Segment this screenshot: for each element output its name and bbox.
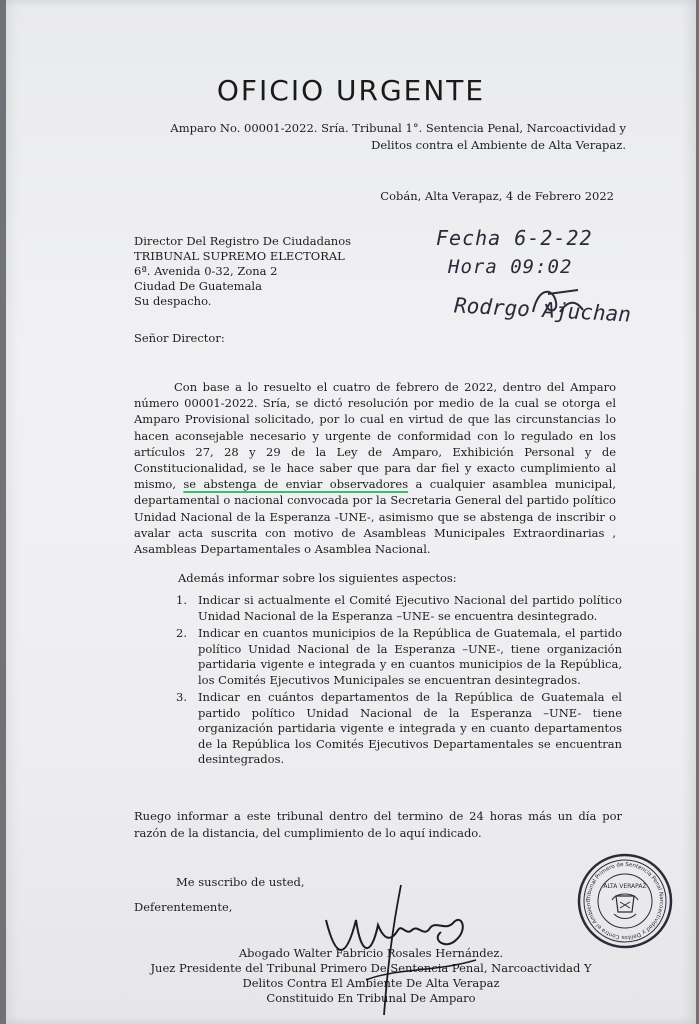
list-item-number: 1. — [176, 593, 187, 607]
handwritten-receiver-name: Rodrgo Ajuchan — [453, 293, 632, 327]
main-paragraph-part-1: Con base a lo resuelto el cuatro de febrero de 2022, dentro del Amparo número 00001-2022. Sría, se dictó resolución por medio de la cual se otorga el Amparo Provisional solicitado, por lo cual en virtud de que las circunstancias lo hacen aconsejable necesario y urgente de conformidad con lo regulado en los artículos 27, 28 y 29 de la Ley de Amparo, Exhibición Personal y de Constitucionalidad, se le hace saber que para dar fiel y exacto cumplimiento al mismo, — [134, 380, 616, 492]
handwritten-receipt-date: Fecha 6-2-22 — [436, 226, 593, 250]
list-item-number: 3. — [176, 690, 187, 704]
list-item — [176, 626, 622, 688]
addressee-institution: TRIBUNAL SUPREMO ELECTORAL — [134, 249, 345, 263]
court-seal-icon — [576, 852, 674, 950]
handwritten-receipt-time: Hora 09:02 — [448, 256, 573, 278]
closing-phrase: Me suscribo de usted, — [176, 875, 305, 889]
list-item — [176, 593, 622, 624]
addressee-block — [134, 234, 351, 309]
highlighted-instruction: se abstenga de enviar observadores — [183, 477, 409, 492]
list-item-number: 2. — [176, 626, 187, 640]
signer-court: Delitos Contra El Ambiente De Alta Verapaz — [242, 976, 500, 990]
list-item-text: Indicar si actualmente el Comité Ejecutivo Nacional del partido político Unidad Nacional de la Esperanza –UNE- se encuentra desintegrado. — [198, 593, 622, 623]
list-item — [176, 690, 622, 768]
handwritten-initials-icon — [528, 282, 588, 322]
document-title: OFICIO URGENTE — [216, 74, 486, 107]
main-paragraph-part-2: a cualquier asamblea municipal, departamental o nacional convocada por la Secretaria General del partido político Unidad Nacional de la Esperanza -UNE-, asimismo que se abstenga de inscribir o avalar acta suscrita con motivo de Asambleas Municipales Extraordinarias , Asambleas Departamentales o Asamblea Nacional. — [134, 477, 616, 557]
aspects-intro: Además informar sobre los siguientes aspectos: — [178, 571, 457, 585]
list-item-text: Indicar en cuantos municipios de la República de Guatemala, el partido político Unidad Nacional de la Esperanza –UNE-, tiene organización partidaria vigente e integrada y en cuantos municipios de la República, los Comités Ejecutivos Municipales se encuentran desintegrados. — [198, 626, 622, 687]
addressee-title: Director Del Registro De Ciudadanos — [134, 234, 352, 248]
signer-block — [106, 946, 636, 1006]
addressee-city: Ciudad De Guatemala — [134, 279, 262, 293]
addressee-street: 6ª. Avenida 0-32, Zona 2 — [134, 264, 278, 278]
addressee-office: Su despacho. — [134, 294, 212, 308]
valediction: Deferentemente, — [134, 900, 233, 914]
case-reference — [126, 120, 626, 154]
signer-title: Juez Presidente del Tribunal Primero De Sentencia Penal, Narcoactividad Y — [150, 961, 592, 975]
signer-capacity: Constituido En Tribunal De Amparo — [266, 991, 476, 1005]
svg-text:Tribunal Primero de Sentencia: Tribunal Primero de Sentencia Penal Narcoactividad y Delitos Contra el Ambient — [585, 861, 665, 941]
case-reference-line-1: Amparo No. 00001-2022. Sría. Tribunal 1°. Sentencia Penal, Narcoactividad y — [170, 121, 626, 135]
aspects-list — [176, 593, 622, 770]
case-reference-line-2: Delitos contra el Ambiente de Alta Verapaz. — [371, 138, 626, 152]
document-date: Cobán, Alta Verapaz, 4 de Febrero 2022 — [380, 189, 614, 203]
signer-name: Abogado Walter Fabricio Rosales Hernández. — [238, 946, 504, 960]
closing-paragraph: Ruego informar a este tribunal dentro del termino de 24 horas más un día por razón de la distancia, del cumplimiento de lo aquí indicado. — [134, 809, 622, 840]
svg-text:ALTA VERAPAZ: ALTA VERAPAZ — [603, 883, 647, 890]
list-item-text: Indicar en cuántos departamentos de la República de Guatemala el partido político Unidad Nacional de la Esperanza –UNE- tiene organización partidaria vigente e integrada y en cuanto departamentos de la República los Comités Ejecutivos Departamentales se encuentran desintegrados. — [198, 690, 622, 766]
main-paragraph — [134, 379, 616, 557]
document-page — [6, 0, 696, 1024]
salutation: Señor Director: — [134, 331, 225, 345]
